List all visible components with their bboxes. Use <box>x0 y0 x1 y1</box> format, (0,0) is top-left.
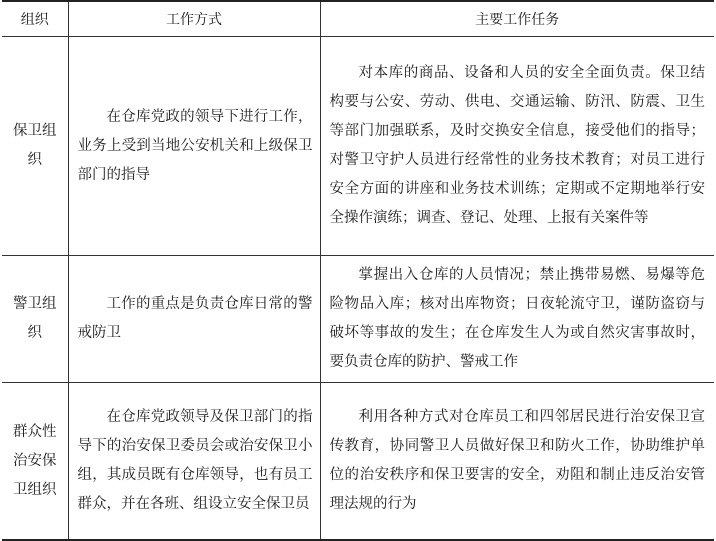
table-row <box>2 256 714 383</box>
task-cell-mass-security: 利用各种方式对仓库员工和四邻居民进行治安保卫宣传教育，协同警卫人员做好保卫和防火工作，协助维护单位的治安秩序和保卫要害的安全，劝阻和制止违反治安管理法规的行为 <box>320 383 714 541</box>
method-cell-guard: 工作的重点是负责仓库日常的警戒防卫 <box>68 256 320 383</box>
org-cell-mass-security: 群众性治安保卫组织 <box>13 423 57 498</box>
method-cell-security: 在仓库党政的领导下进行工作，业务上受到当地公安机关和上级保卫部门的指导 <box>68 37 320 256</box>
security-organization-table <box>2 0 714 541</box>
table-header <box>2 1 714 37</box>
table-body <box>2 37 714 541</box>
table-row <box>2 37 714 256</box>
header-method: 工作方式 <box>68 1 320 37</box>
task-cell-guard: 掌握出入仓库的人员情况；禁止携带易燃、易爆等危险物品入库；核对出库物资；日夜轮流守卫，谨防盗窃与破坏等事故的发生；在仓库发生人为或自然灾害事故时，要负责仓库的防护、警戒工作 <box>320 256 714 383</box>
table-header-row <box>2 1 714 37</box>
method-cell-mass-security: 在仓库党政领导及保卫部门的指导下的治安保卫委员会或治安保卫小组，其成员既有仓库领导，也有员工群众，并在各班、组设立安全保卫员 <box>68 383 320 541</box>
org-cell-security: 保卫组织 <box>2 37 68 256</box>
org-cell-guard: 警卫组织 <box>2 256 68 383</box>
header-org: 组织 <box>2 1 68 37</box>
table-row <box>2 383 714 541</box>
header-task: 主要工作任务 <box>320 1 714 37</box>
task-cell-security: 对本库的商品、设备和人员的安全全面负责。保卫结构要与公安、劳动、供电、交通运输、防汛、防震、卫生等部门加强联系，及时交换安全信息，接受他们的指导；对警卫守护人员进行经常性的业务技术教育；对员工进行安全方面的讲座和业务技术训练；定期或不定期地举行安全操作演练；调查、登记、处理、上报有关案件等 <box>320 37 714 256</box>
